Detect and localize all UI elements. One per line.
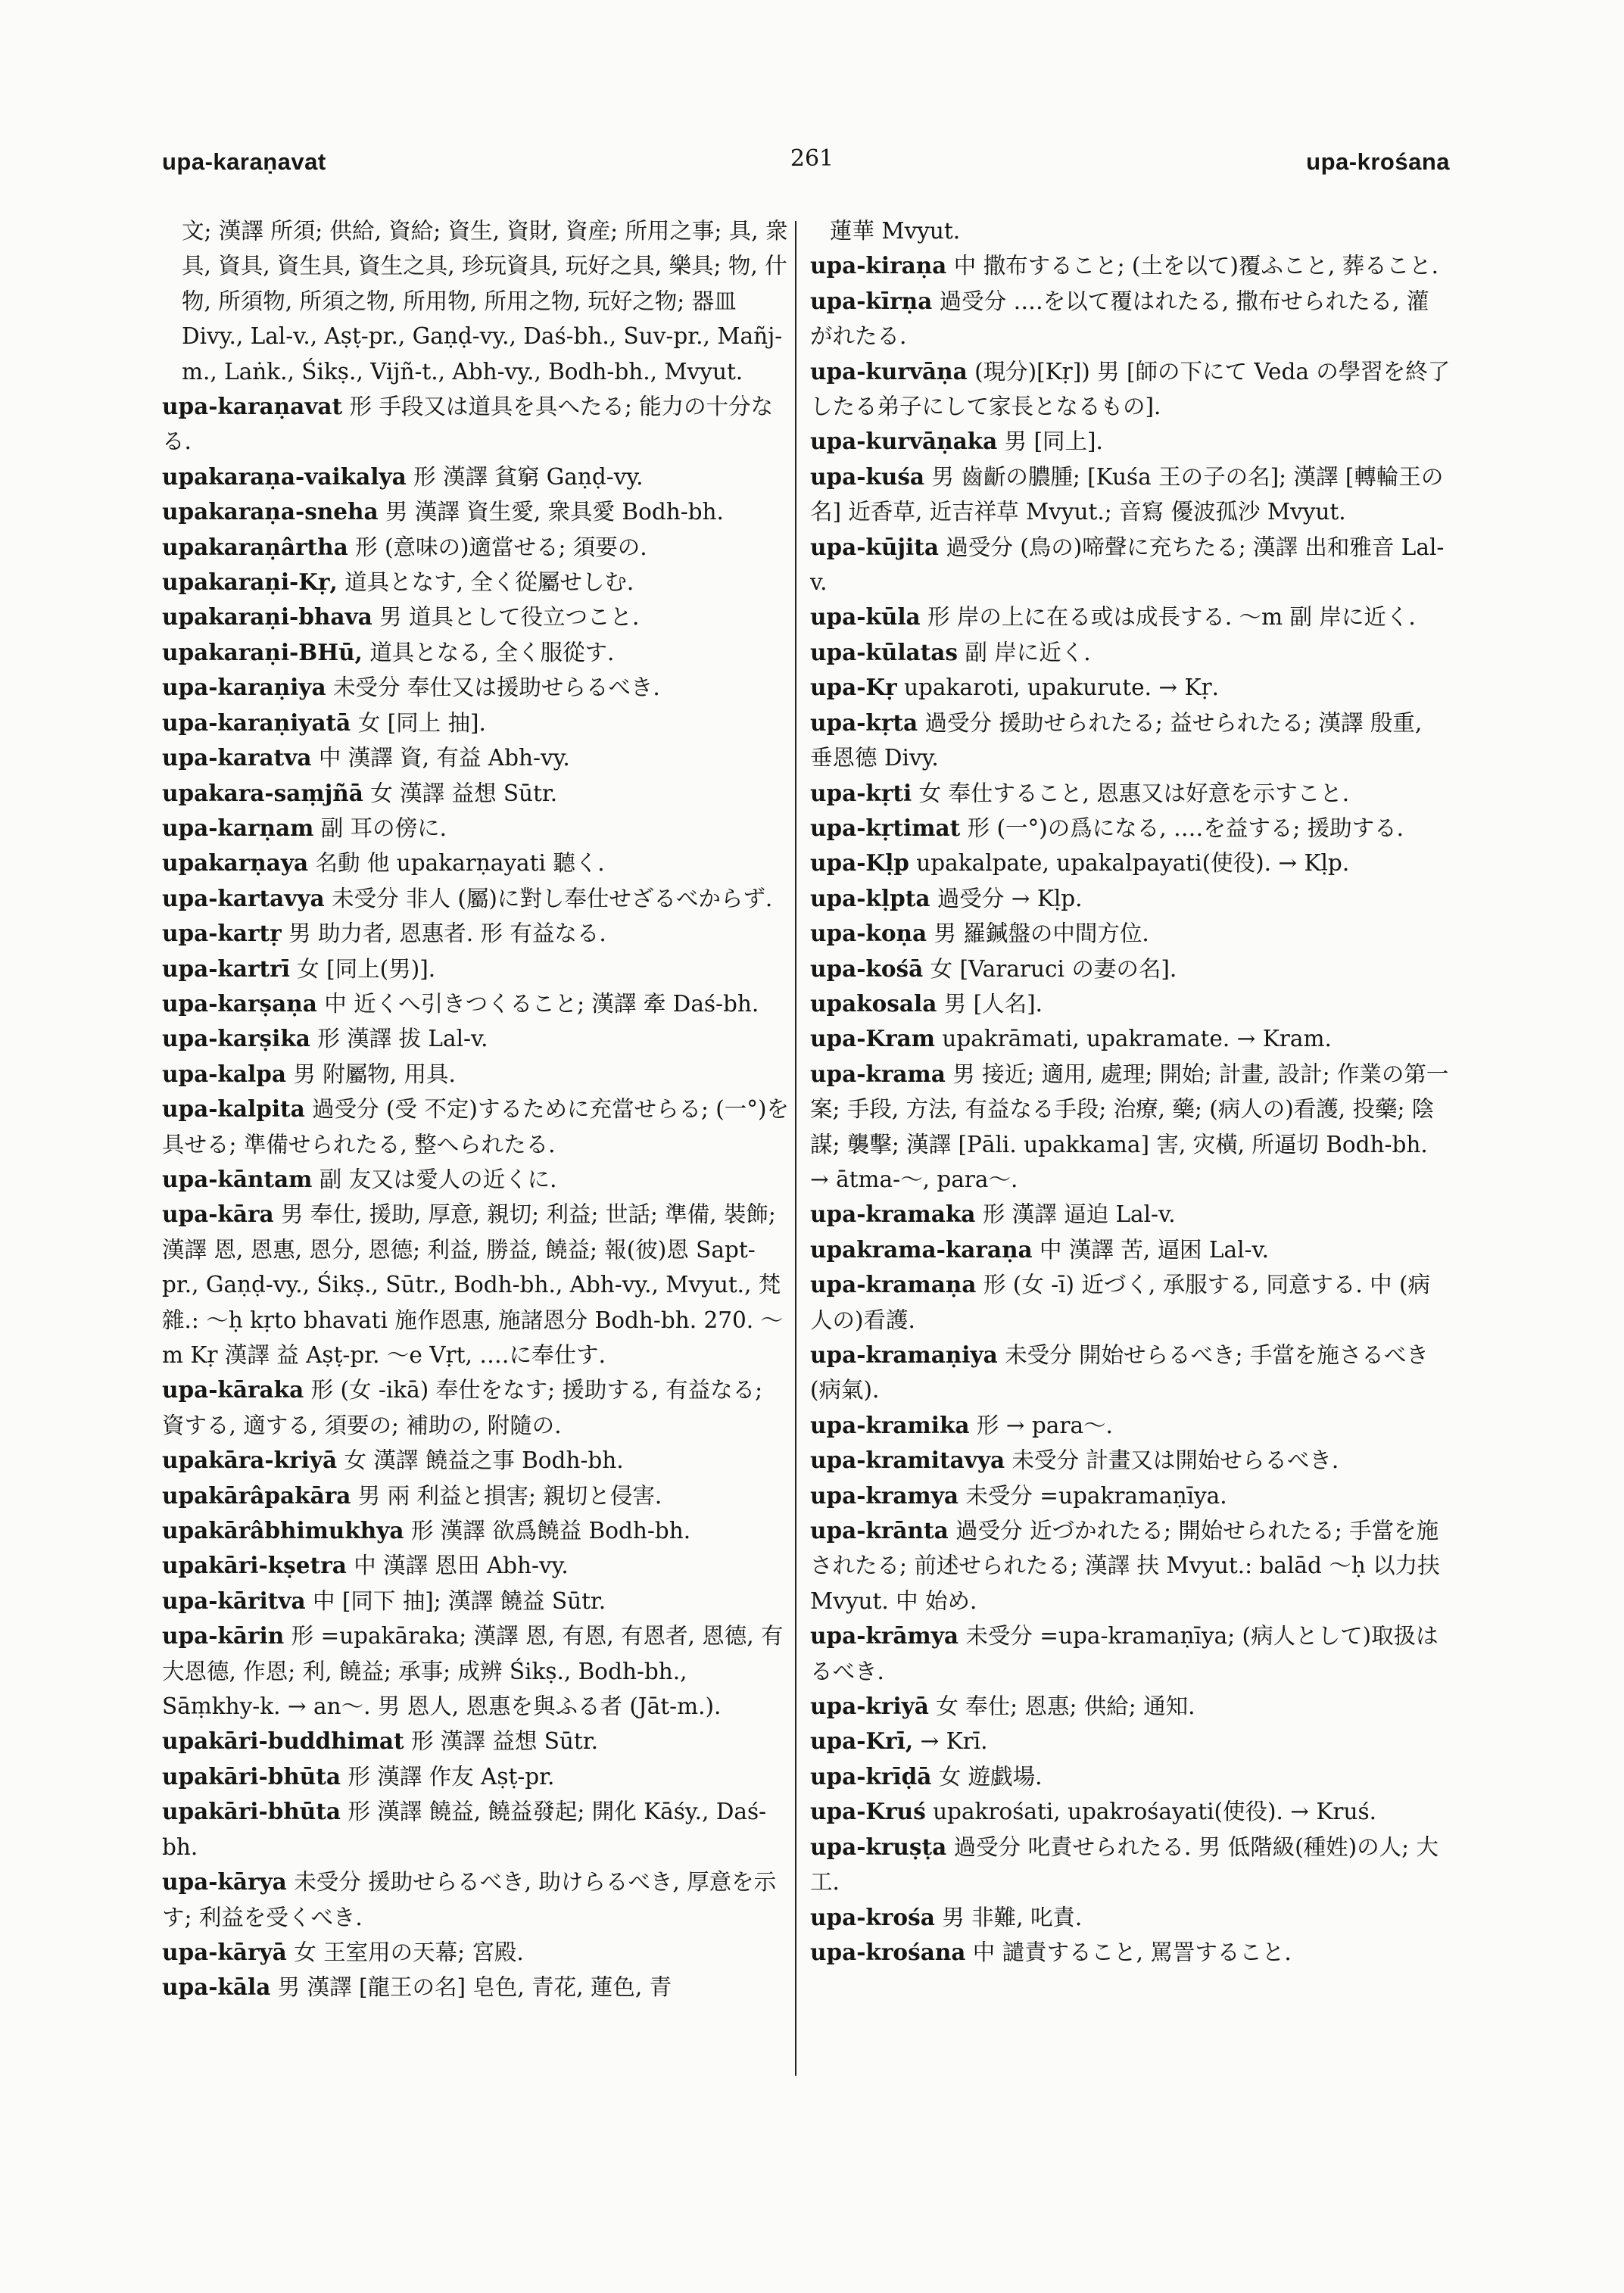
running-head-right: upa-krośana xyxy=(1306,148,1450,175)
entry-definition: 男 [人名]. xyxy=(943,990,1043,1017)
entry-definition: 過受分 (鳥の)啼聲に充ちたる; 漢譯 出和雅音 Lal-v. xyxy=(810,534,1445,596)
entry-definition: 形 漢譯 饒益, 饒益發起; 開化 Kāśy., Daś-bh. xyxy=(162,1799,767,1860)
dictionary-entry xyxy=(810,1267,1451,1338)
entry-definition: 男 接近; 適用, 處理; 開始; 計畫, 設計; 作業の第一案; 手段, 方法, 有益なる手段; 治療, 藥; (病人の)看護, 投藥; 陰謀; 襲擊; 漢譯 [Pāli. upakkama] 害, 灾橫, 所逼切 Bodh-bh. → ātma-～, para～. xyxy=(810,1061,1449,1192)
dictionary-entry xyxy=(810,1830,1451,1900)
entry-definition: 未受分 非人 (屬)に對し奉仕せざるべからず. xyxy=(332,885,773,911)
dictionary-entry xyxy=(810,213,1451,248)
dictionary-entry xyxy=(810,846,1451,880)
dictionary-entry xyxy=(162,740,790,775)
dictionary-entry xyxy=(810,1794,1451,1829)
entry-headword: upakaraṇi-Kṛ, xyxy=(162,569,338,596)
entry-definition: → Krī. xyxy=(920,1728,988,1755)
dictionary-entry xyxy=(162,881,790,916)
dictionary-entry xyxy=(162,635,790,670)
dictionary-entry xyxy=(162,1057,790,1092)
right-column xyxy=(810,213,1451,1970)
dictionary-entry xyxy=(162,1724,790,1759)
entry-headword: upakaraṇi-bhava xyxy=(162,603,372,631)
dictionary-entry xyxy=(810,1443,1451,1478)
entry-headword: upakārâpakāra xyxy=(162,1481,351,1509)
left-column xyxy=(162,213,790,2005)
entry-headword: upa-kurvāṇaka xyxy=(810,428,998,455)
dictionary-entry xyxy=(162,1372,790,1443)
entry-headword: upa-Kram xyxy=(810,1025,935,1052)
dictionary-entry xyxy=(162,916,790,951)
entry-headword: upa-kārya xyxy=(162,1868,287,1896)
dictionary-entry xyxy=(162,1021,790,1056)
dictionary-entry xyxy=(162,1162,790,1197)
entry-definition: 女 [Vararuci の妻の名]. xyxy=(930,955,1177,982)
entry-definition: 女 王室用の天幕; 宮殿. xyxy=(294,1939,524,1965)
dictionary-entry xyxy=(810,952,1451,986)
entry-definition: 男 非難, 叱責. xyxy=(942,1904,1083,1930)
dictionary-entry xyxy=(162,1513,790,1548)
dictionary-entry xyxy=(162,1478,790,1513)
entry-definition: upakrośati, upakrośayati(使役). → Kruś. xyxy=(933,1799,1377,1825)
entry-headword: upakaraṇârtha xyxy=(162,533,348,560)
entry-headword: upa-Kṛ xyxy=(810,674,897,701)
entry-headword: upa-kramaṇiya xyxy=(810,1341,998,1368)
dictionary-entry xyxy=(810,1338,1451,1408)
entry-definition: 道具となす, 全く從屬せしむ. xyxy=(344,569,634,596)
entry-headword: upakara-saṃjñā xyxy=(162,779,363,806)
entry-definition: 男 [同上]. xyxy=(1004,428,1103,455)
entry-definition: 過受分 (受 不定)するために充當せらる; (一°)を具せる; 準備せられたる, 整へられたる. xyxy=(162,1096,790,1157)
dictionary-entry xyxy=(162,1935,790,1970)
page-number: 261 xyxy=(790,145,834,172)
entry-headword: upa-kḷpta xyxy=(810,884,930,911)
entry-definition: 文; 漢譯 所須; 供給, 資給; 資生, 資財, 資産; 所用之事; 具, 衆具, 資具, 資生具, 資生之具, 珍玩資具, 玩好之具, 樂具; 物, 什物, 所須物, 所須之物, 所用物, 所用之物, 玩好之物; 器皿 Divy., Lal-v., Aṣṭ-pr., Gaṇḍ-vy., Daś-bh., Suv-pr., Mañj-m., Laṅk., Śikṣ., Vijñ-t., Abh-vy., Bodh-bh., Mvyut. xyxy=(182,218,788,385)
entry-definition: 道具となる, 全く服從す. xyxy=(369,639,615,665)
dictionary-entry xyxy=(810,635,1451,670)
entry-definition: upakalpate, upakalpayati(使役). → Kḷp. xyxy=(916,850,1350,877)
entry-headword: upa-kāla xyxy=(162,1974,271,2001)
entry-headword: upa-kramaṇa xyxy=(810,1271,977,1298)
column-divider xyxy=(795,221,796,2076)
entry-definition: 過受分 援助せられたる; 益せられたる; 漢譯 殷重, 垂恩德 Divy. xyxy=(810,709,1423,771)
dictionary-entry xyxy=(162,1759,790,1794)
entry-definition: 中 近くへ引きつくること; 漢譯 牽 Daś-bh. xyxy=(324,990,759,1017)
entry-headword: upakaraṇa-sneha xyxy=(162,498,379,525)
entry-definition: 男 羅鍼盤の中間方位. xyxy=(934,921,1149,947)
entry-headword: upa-krānta xyxy=(810,1517,949,1544)
entry-definition: 形 (一°)の爲になる, ‥‥を益する; 援助する. xyxy=(967,815,1404,841)
dictionary-entry xyxy=(810,1935,1451,1970)
dictionary-entry xyxy=(810,1021,1451,1056)
dictionary-entry xyxy=(162,986,790,1021)
entry-definition: 形 漢譯 拔 Lal-v. xyxy=(317,1026,488,1052)
entry-headword: upa-karṇam xyxy=(162,814,314,841)
entry-headword: upa-kalpita xyxy=(162,1095,305,1123)
entry-headword: upakāri-bhūta xyxy=(162,1798,341,1825)
dictionary-entry xyxy=(162,565,790,600)
dictionary-entry xyxy=(810,1759,1451,1794)
entry-definition: 過受分 → Kḷp. xyxy=(937,885,1083,911)
entry-headword: upa-kramaka xyxy=(810,1201,976,1228)
dictionary-entry xyxy=(810,1232,1451,1267)
entry-definition: 形 漢譯 欲爲饒益 Bodh-bh. xyxy=(410,1518,691,1544)
entry-headword: upa-kūjita xyxy=(810,533,939,560)
entry-definition: 中 漢譯 恩田 Abh-vy. xyxy=(354,1553,569,1579)
entry-headword: upa-krāmya xyxy=(810,1622,959,1650)
entry-headword: upa-kuśa xyxy=(810,463,925,490)
dictionary-entry xyxy=(810,1057,1451,1198)
dictionary-entry xyxy=(162,1584,790,1618)
entry-definition: 男 道具として役立つこと. xyxy=(379,604,640,631)
entry-definition: upakaroti, upakurute. → Kṛ. xyxy=(904,675,1219,701)
dictionary-entry xyxy=(162,494,790,529)
entry-headword: upa-kāryā xyxy=(162,1938,287,1965)
entry-headword: upa-kartrī xyxy=(162,955,290,982)
dictionary-entry xyxy=(162,530,790,565)
entry-definition: 過受分 ‥‥を以て覆はれたる, 撒布せられたる, 灌がれたる. xyxy=(810,288,1429,350)
dictionary-entry xyxy=(162,1092,790,1162)
entry-headword: upa-kalpa xyxy=(162,1060,286,1087)
dictionary-entry xyxy=(162,600,790,634)
entry-headword: upa-karaṇiya xyxy=(162,674,326,701)
entry-headword: upa-karaṇiyatā xyxy=(162,709,351,736)
dictionary-entry xyxy=(810,706,1451,776)
dictionary-entry xyxy=(162,1970,790,2005)
entry-headword: upa-kāra xyxy=(162,1201,274,1228)
dictionary-entry xyxy=(162,706,790,740)
entry-headword: upa-kṛtimat xyxy=(810,814,961,841)
entry-definition: 過受分 近づかれたる; 開始せられたる; 手當を施されたる; 前述せられたる; 漢譯 扶 Mvyut.: balād ～ḥ 以力扶 Mvyut. 中 始め. xyxy=(810,1518,1440,1614)
entry-definition: 過受分 叱責せられたる. 男 低階級(種姓)の人; 大工. xyxy=(810,1833,1439,1896)
entry-definition: upakrāmati, upakramate. → Kram. xyxy=(942,1026,1332,1052)
entry-definition: 男 齒齗の膿腫; [Kuśa 王の子の名]; 漢譯 [轉輪王の名] 近香草, 近吉祥草 Mvyut.; 音寫 優波孤沙 Mvyut. xyxy=(810,463,1444,525)
entry-headword: upa-kṛta xyxy=(810,709,918,736)
entry-headword: upakarṇaya xyxy=(162,849,309,877)
entry-definition: 形 (意味の)適當せる; 須要の. xyxy=(355,534,647,560)
entry-headword: upa-koṇa xyxy=(810,920,927,947)
entry-headword: upa-krama xyxy=(810,1060,946,1087)
dictionary-entry xyxy=(162,389,790,460)
entry-headword: upa-kīrṇa xyxy=(810,287,933,314)
dictionary-entry xyxy=(810,881,1451,916)
dictionary-entry xyxy=(810,916,1451,951)
dictionary-entry xyxy=(162,1443,790,1478)
entry-headword: upa-kruṣṭa xyxy=(810,1833,947,1860)
dictionary-entry xyxy=(162,213,790,389)
dictionary-entry xyxy=(810,460,1451,530)
entry-definition: 蓮華 Mvyut. xyxy=(830,218,961,244)
entry-definition: 形 手段又は道具を具へたる; 能力の十分なる. xyxy=(162,394,774,455)
entry-headword: upa-kāntam xyxy=(162,1165,313,1192)
entry-headword: upakaraṇa-vaikalya xyxy=(162,463,407,490)
entry-definition: 形 岸の上に在る或は成長する. ～m 副 岸に近く. xyxy=(927,604,1416,631)
dictionary-entry xyxy=(162,846,790,880)
dictionary-entry xyxy=(810,1618,1451,1689)
dictionary-entry xyxy=(810,284,1451,354)
entry-definition: 中 撒布すること; (土を以て)覆ふこと, 葬ること. xyxy=(953,253,1439,279)
entry-headword: upa-Kḷp xyxy=(810,849,909,877)
entry-headword: upa-kośā xyxy=(810,955,924,982)
entry-definition: 中 譴責すること, 罵詈すること. xyxy=(972,1939,1292,1965)
dictionary-entry xyxy=(810,354,1451,425)
entry-definition: 中 [同下 抽]; 漢譯 饒益 Sūtr. xyxy=(313,1587,606,1614)
entry-definition: 副 耳の傍に. xyxy=(320,815,447,841)
entry-headword: upa-karṣaṇa xyxy=(162,989,317,1017)
entry-headword: upa-kṛti xyxy=(810,779,912,806)
dictionary-entry xyxy=(810,530,1451,600)
dictionary-entry xyxy=(162,1548,790,1583)
entry-headword: upa-karatva xyxy=(162,744,312,771)
dictionary-entry xyxy=(810,1478,1451,1513)
dictionary-entry xyxy=(810,1408,1451,1443)
entry-headword: upa-kriyā xyxy=(810,1693,929,1720)
entry-definition: 男 助力者, 恩惠者. 形 有益なる. xyxy=(288,921,606,947)
dictionary-entry xyxy=(810,1513,1451,1618)
dictionary-entry xyxy=(810,1197,1451,1232)
entry-headword: upa-karṣika xyxy=(162,1025,310,1052)
entry-headword: upa-karaṇavat xyxy=(162,393,343,420)
entry-definition: 副 友又は愛人の近くに. xyxy=(319,1166,557,1192)
entry-headword: upa-kramitavya xyxy=(810,1447,1005,1474)
entry-definition: 女 奉仕; 恩惠; 供給; 通知. xyxy=(936,1693,1195,1720)
dictionary-entry xyxy=(162,1197,790,1372)
entry-headword: upa-Krī, xyxy=(810,1728,914,1755)
dictionary-entry xyxy=(810,986,1451,1021)
entry-definition: 未受分 開始せらるべき; 手當を施さるべき(病氣). xyxy=(810,1342,1429,1404)
entry-definition: 男 附屬物, 用具. xyxy=(293,1061,456,1087)
entry-headword: upa-krīḍā xyxy=(810,1762,932,1790)
dictionary-entry xyxy=(162,811,790,846)
entry-headword: upa-kāraka xyxy=(162,1376,304,1404)
entry-headword: upa-kramya xyxy=(810,1481,959,1509)
entry-headword: upakāri-bhūta xyxy=(162,1762,341,1790)
entry-definition: 形 (女 -ikā) 奉仕をなす; 援助する, 有益なる; 資する, 適する, 須要の; 補助の, 附隨の. xyxy=(162,1377,763,1438)
dictionary-entry xyxy=(162,1865,790,1935)
dictionary-entry xyxy=(162,670,790,705)
dictionary-entry xyxy=(810,424,1451,459)
entry-definition: 形 → para～. xyxy=(976,1412,1113,1438)
entry-definition: 形 漢譯 作友 Aṣṭ-pr. xyxy=(348,1763,555,1790)
entry-definition: 未受分 奉仕又は援助せらるべき. xyxy=(332,675,660,701)
entry-definition: 男 漢譯 資生愛, 衆具愛 Bodh-bh. xyxy=(385,499,724,525)
entry-headword: upakārâbhimukhya xyxy=(162,1517,404,1544)
dictionary-entry xyxy=(810,600,1451,634)
entry-definition: 女 奉仕すること, 恩惠又は好意を示すこと. xyxy=(918,780,1350,806)
entry-headword: upa-kramika xyxy=(810,1411,970,1438)
dictionary-entry xyxy=(162,776,790,811)
entry-definition: 女 遊戯場. xyxy=(938,1763,1043,1790)
entry-definition: 形 (女 -ī) 近づく, 承服する, 同意する. 中 (病人の)看護. xyxy=(810,1272,1431,1333)
entry-definition: 男 漢譯 [龍王の名] 皂色, 青花, 蓮色, 青 xyxy=(277,1974,672,2001)
dictionary-entry xyxy=(162,952,790,986)
dictionary-entry xyxy=(162,1794,790,1865)
entry-definition: 形 漢譯 貧窮 Gaṇḍ-vy. xyxy=(413,463,644,490)
dictionary-entry xyxy=(810,670,1451,705)
entry-definition: 形 漢譯 益想 Sūtr. xyxy=(411,1728,599,1755)
entry-definition: 未受分 援助せらるべき, 助けらるべき, 厚意を示す; 利益を受くべき. xyxy=(162,1869,777,1930)
entry-headword: upa-krośa xyxy=(810,1903,935,1930)
entry-headword: upakāra-kriyā xyxy=(162,1447,338,1474)
dictionary-entry xyxy=(810,1900,1451,1935)
entry-definition: 副 岸に近く. xyxy=(965,639,1091,665)
entry-headword: upakāri-buddhimat xyxy=(162,1728,404,1755)
running-head-left: upa-karaṇavat xyxy=(162,148,326,175)
entry-headword: upa-Kruś xyxy=(810,1798,926,1825)
entry-definition: 男 兩 利益と損害; 親切と侵害. xyxy=(357,1482,662,1509)
entry-headword: upa-kūla xyxy=(810,603,921,631)
entry-headword: upakaraṇi-BHū, xyxy=(162,638,363,665)
entry-definition: 形 漢譯 逼迫 Lal-v. xyxy=(982,1201,1176,1228)
dictionary-entry xyxy=(810,248,1451,283)
entry-headword: upa-kārin xyxy=(162,1622,285,1650)
entry-headword: upa-krośana xyxy=(810,1938,966,1965)
dictionary-entry xyxy=(162,460,790,494)
entry-headword: upa-kurvāṇa xyxy=(810,357,968,385)
entry-headword: upa-kartavya xyxy=(162,884,325,911)
entry-definition: 女 [同上 抽]. xyxy=(357,709,486,736)
entry-definition: 未受分 =upa-kramaṇīya; (病人として)取扱はるべき. xyxy=(810,1623,1439,1684)
entry-definition: 中 漢譯 苦, 逼困 Lal-v. xyxy=(1040,1236,1270,1263)
entry-definition: (現分)[Kṛ]) 男 [師の下にて Veda の學習を終了したる弟子にして家長となるもの]. xyxy=(810,358,1451,420)
entry-definition: 女 [同上(男)]. xyxy=(297,955,436,982)
entry-definition: 形 =upakāraka; 漢譯 恩, 有恩, 有恩者, 恩德, 有大恩德, 作恩; 利, 饒益; 承事; 成辨 Śikṣ., Bodh-bh., Sāṃkhy-k. → an～. 男 恩人, 恩惠を與ふる者 (Jāt-m.). xyxy=(162,1623,784,1720)
entry-headword: upakrama-karaṇa xyxy=(810,1235,1033,1263)
entry-definition: 名動 他 upakarṇayati 聽く. xyxy=(315,850,605,877)
entry-definition: 未受分 計畫又は開始せらるべき. xyxy=(1011,1447,1339,1474)
entry-definition: 女 漢譯 饒益之事 Bodh-bh. xyxy=(344,1447,624,1474)
entry-headword: upakāri-kṣetra xyxy=(162,1552,347,1579)
entry-headword: upakosala xyxy=(810,989,937,1017)
entry-headword: upa-kartṛ xyxy=(162,920,282,947)
entry-headword: upa-kūlatas xyxy=(810,638,958,665)
dictionary-entry xyxy=(810,811,1451,846)
dictionary-entry xyxy=(810,776,1451,811)
entry-headword: upa-kāritva xyxy=(162,1587,306,1614)
dictionary-entry xyxy=(810,1724,1451,1759)
entry-definition: 女 漢譯 益想 Sūtr. xyxy=(370,780,558,806)
entry-headword: upa-kiraṇa xyxy=(810,252,947,279)
entry-definition: 未受分 =upakramaṇīya. xyxy=(965,1482,1227,1509)
dictionary-entry xyxy=(810,1689,1451,1724)
dictionary-entry xyxy=(162,1618,790,1724)
entry-definition: 男 奉仕, 援助, 厚意, 親切; 利益; 世話; 準備, 裝飾; 漢譯 恩, 恩惠, 恩分, 恩德; 利益, 勝益, 饒益; 報(彼)恩 Sapt-pr., Gaṇḍ-vy., Śikṣ., Sūtr., Bodh-bh., Abh-vy., Mvyut., 梵雜.: ～ḥ kṛto bhavati 施作恩惠, 施諸恩分 Bodh-bh. 270. ～m Kṛ 漢譯 益 Aṣṭ-pr. ～e Vṛt, ‥‥に奉仕す. xyxy=(162,1201,784,1368)
entry-definition: 中 漢譯 資, 有益 Abh-vy. xyxy=(318,745,570,771)
